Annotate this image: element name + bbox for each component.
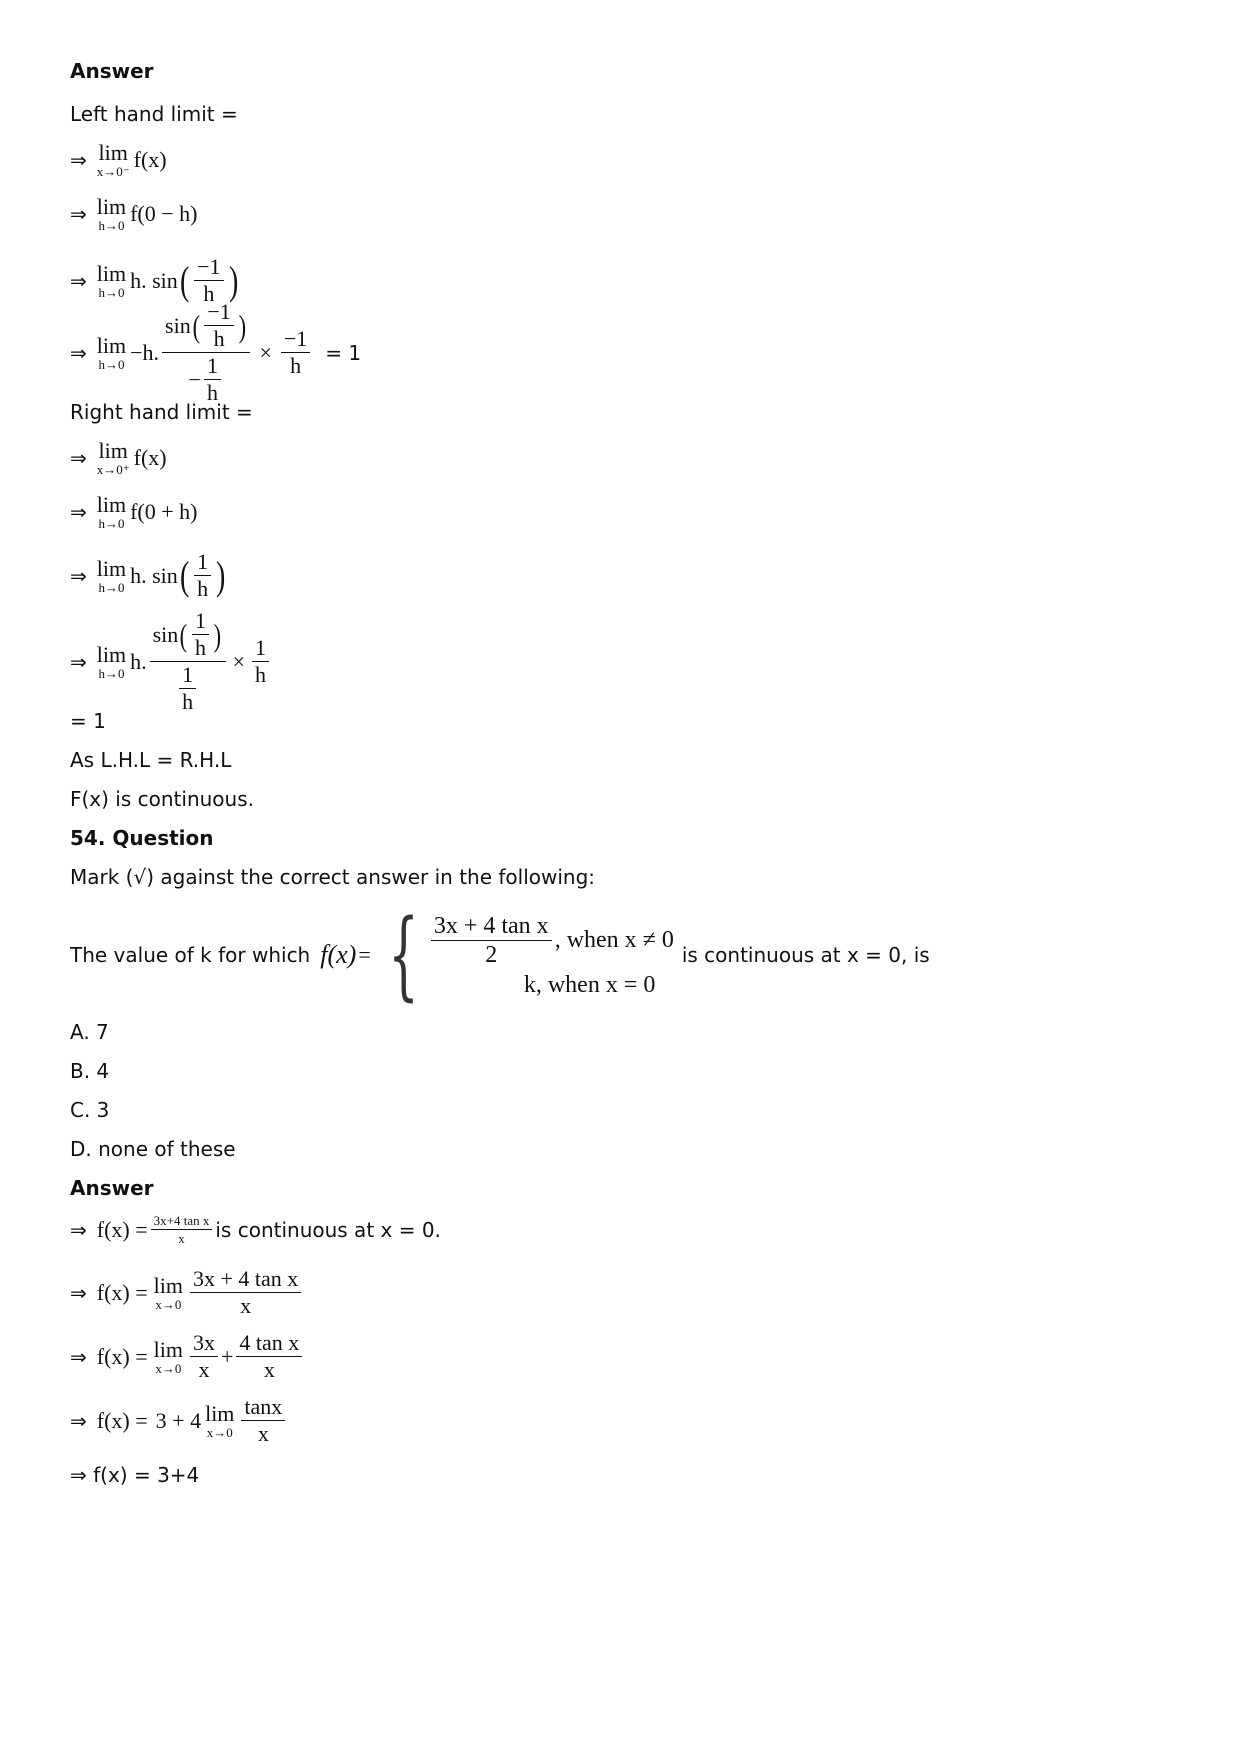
answer-step-3: ⇒ f(x) = lim x→0 $\frac{3x}{x}$ + $\frac{\text{4 tan x}}{x}$: [70, 1332, 305, 1381]
option-c[interactable]: C. 3: [70, 1098, 110, 1122]
result-equals-one: = 1: [70, 709, 106, 733]
rhl-step-2: [70, 494, 198, 530]
limit-operator: lim h→0: [96, 641, 127, 681]
implies-arrow: ⇒: [70, 563, 87, 588]
implies-arrow: ⇒: [70, 649, 87, 674]
answer-step-2: ⇒ f(x) = lim x→0 $\frac{\text{3x + 4 tan x}}{x}$: [70, 1268, 304, 1317]
answer-step-4: ⇒ f(x) = 3 + 4 lim x→0 $\frac{\tan x}{x}$: [70, 1396, 288, 1445]
fraction: $\frac{\tan x}{x}$: [241, 1396, 285, 1445]
lhl-step-4: [70, 301, 361, 404]
option-b[interactable]: B. 4: [70, 1059, 110, 1083]
limit-operator: lim h→0: [96, 332, 127, 372]
right-hand-limit-label: Right hand limit =: [70, 400, 253, 424]
times-sign: ×: [232, 648, 246, 674]
limit-operator: lim x→0: [205, 1400, 235, 1440]
function-expression: f(x): [133, 445, 167, 470]
final-result: ⇒ f(x) = 3+4: [70, 1463, 200, 1487]
case-2: k, when x = 0: [523, 971, 656, 998]
function-name: f(x): [320, 940, 357, 969]
times-sign: ×: [259, 339, 272, 365]
limit-operator: lim x→0: [153, 1336, 183, 1376]
implies-arrow: ⇒: [70, 500, 87, 524]
lhl-step-3: ⇒ lim h→0 h. sin ( $\frac{-1}{h}$ ): [70, 254, 238, 306]
rhl-step-1: [70, 440, 167, 476]
limit-operator: lim x→0⁻: [96, 140, 130, 179]
question-heading: 54. Question: [70, 826, 214, 850]
implies-arrow: ⇒: [70, 202, 87, 226]
limit-operator: lim h→0: [96, 492, 127, 531]
implies-arrow: ⇒: [70, 1217, 87, 1242]
option-a[interactable]: A. 7: [70, 1020, 109, 1044]
question-instruction: Mark (√) against the correct answer in the following:: [70, 865, 596, 889]
fraction: $\frac{\text{3x + 4 tan x}}{x}$: [190, 1268, 301, 1317]
question-statement: The value of k for which f(x) = { $\frac{\text{3x + 4 tan x}}{2}$ , when x ≠ 0 k, when x = 0 is continuous at x = 0, is: [70, 899, 930, 1011]
function-expression: f(0 + h): [130, 499, 198, 524]
implies-arrow: ⇒: [70, 148, 87, 172]
limit-operator: lim x→0⁺: [96, 438, 130, 477]
answer-heading: Answer: [70, 1176, 154, 1200]
function-expression: f(x): [133, 147, 167, 172]
fraction: $\frac{1}{h}$: [194, 551, 211, 600]
implies-arrow: ⇒: [70, 268, 87, 293]
continuity-conclusion: F(x) is continuous.: [70, 787, 254, 811]
answer-step-1: ⇒ f(x) = $\frac{\text{3x+4 tan x}}{x}$ is continuous at x = 0.: [70, 1213, 441, 1246]
sine-fraction: sin ( $\frac{-1}{h}$ ) − $\frac{1}{h}$: [162, 301, 250, 404]
question-text-before: The value of k for which: [70, 943, 311, 967]
fraction: $\frac{1}{h}$: [252, 637, 269, 686]
piecewise-cases: [428, 914, 674, 997]
implies-arrow: ⇒: [70, 1344, 87, 1369]
question-text-after: is continuous at x = 0, is: [681, 943, 930, 967]
lhl-step-1: [70, 142, 167, 178]
left-hand-limit-label: Left hand limit =: [70, 102, 238, 126]
fraction: $\frac{-1}{h}$: [194, 256, 223, 305]
continuity-statement: is continuous at x = 0.: [215, 1217, 441, 1242]
piecewise-brace: {: [388, 899, 419, 1011]
h-sin-term: h. sin: [130, 267, 178, 293]
fraction: $\frac{3x}{x}$: [190, 1332, 218, 1381]
rhl-step-3: ⇒ lim h→0 h. sin ( $\frac{1}{h}$ ): [70, 549, 226, 601]
option-d[interactable]: D. none of these: [70, 1137, 236, 1161]
fraction: $\frac{\text{3x+4 tan x}}{x}$: [151, 1214, 213, 1245]
implies-arrow: ⇒: [70, 446, 87, 470]
answer-heading: Answer: [70, 59, 154, 83]
limit-operator: lim h→0: [96, 194, 127, 233]
function-expression: f(0 − h): [130, 201, 198, 226]
implies-arrow: ⇒: [70, 1280, 87, 1305]
limit-operator: lim h→0: [96, 260, 127, 300]
fraction: $\frac{\text{4 tan x}}{x}$: [236, 1332, 302, 1381]
case-1: $\frac{\text{3x + 4 tan x}}{2}$ , when x ≠ 0: [428, 914, 674, 967]
lhl-step-2: [70, 196, 198, 232]
fraction: $\frac{-1}{h}$: [281, 328, 310, 377]
limit-operator: lim h→0: [96, 555, 127, 595]
limit-operator: lim x→0: [153, 1272, 183, 1312]
implies-arrow: ⇒: [70, 1408, 87, 1433]
equals-one: = 1: [325, 340, 362, 365]
implies-arrow: ⇒: [70, 340, 87, 365]
h-sin-term: h. sin: [130, 562, 178, 588]
h-term: h.: [130, 648, 147, 674]
sine-fraction: sin ( $\frac{1}{h}$ ) $\frac{1}{h}$: [150, 610, 226, 713]
minus-h-term: −h.: [130, 339, 160, 365]
rhl-step-4: [70, 610, 272, 713]
lhl-equals-rhl: As L.H.L = R.H.L: [70, 748, 232, 772]
